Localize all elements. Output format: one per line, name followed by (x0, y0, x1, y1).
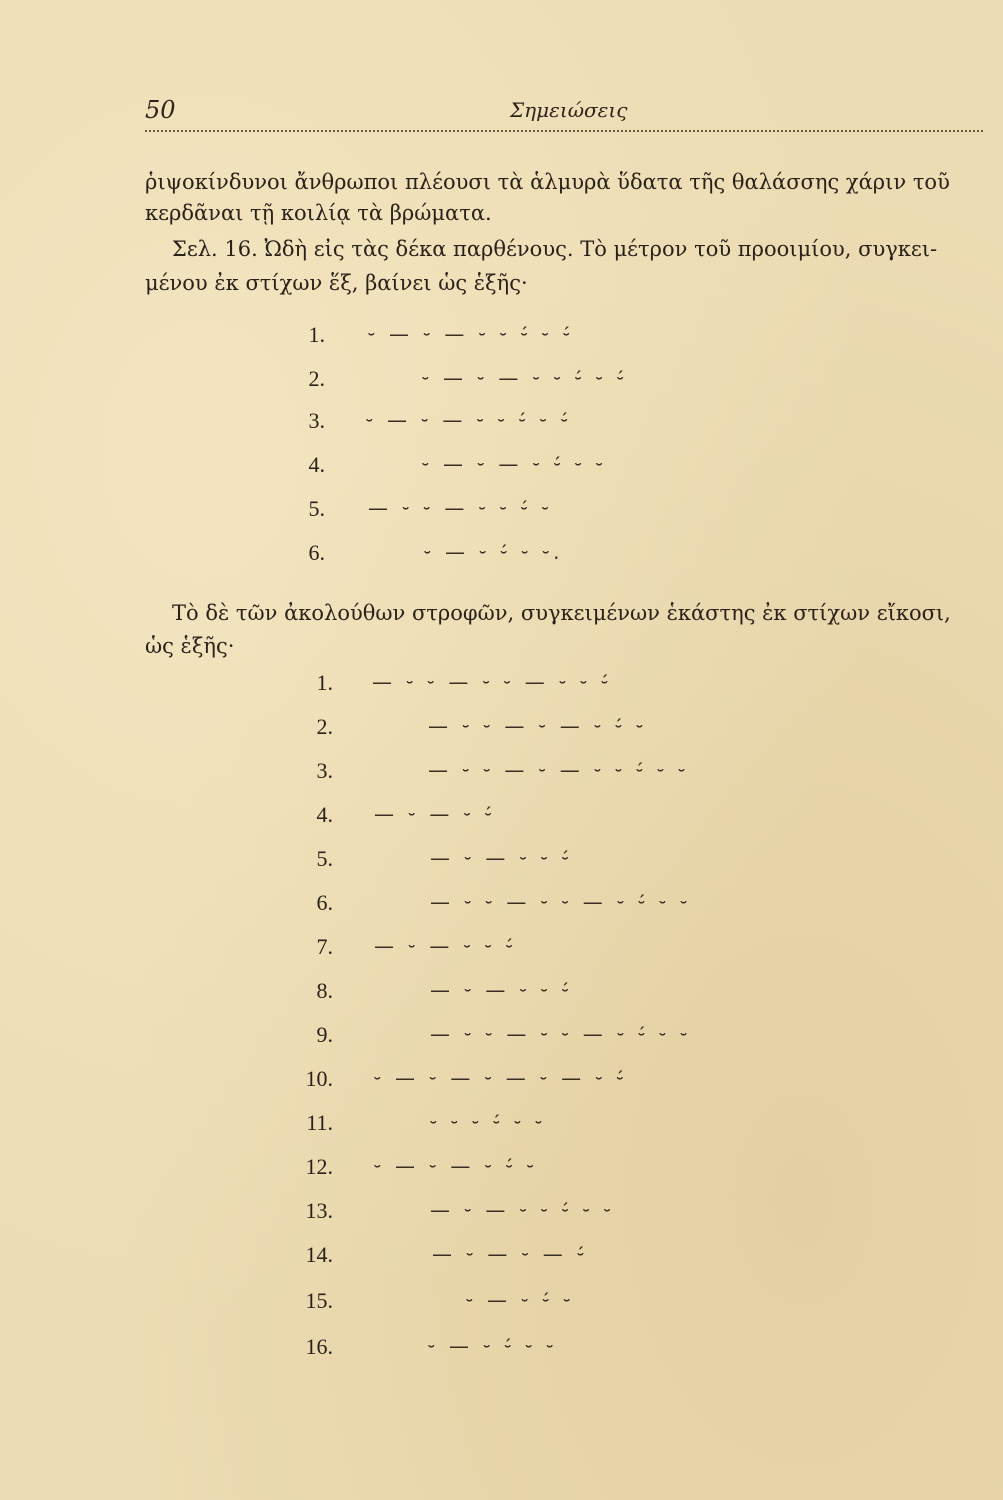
prooimion-row (0, 408, 1003, 438)
meter-scheme: ⏑ — ⏑ — ⏑ ⏑ ⏑́ ⏑ ⏑́ (366, 408, 572, 432)
prooimion-row (0, 452, 1003, 482)
line-number: 8. (316, 978, 333, 1003)
header-rule (145, 130, 983, 132)
line-number: 14. (305, 1242, 333, 1267)
meter-scheme: ⏑ — ⏑ ⏑́ ⏑ (466, 1288, 575, 1312)
meter-scheme: — ⏑ ⏑ — ⏑ ⏑ — ⏑ ⏑ ⏑́ (372, 670, 612, 694)
line-number: 3. (316, 758, 333, 783)
line-number: 3. (308, 408, 325, 433)
meter-scheme: — ⏑ — ⏑ — ⏑́ (432, 1242, 588, 1266)
meter-scheme: ⏑ ⏑ ⏑ ⏑́ ⏑ ⏑ (430, 1110, 546, 1134)
line-number: 2. (316, 714, 333, 739)
line-number: 5. (316, 846, 333, 871)
line-number: 12. (305, 1154, 333, 1179)
strophe-row (0, 670, 1003, 700)
strophe-row (0, 1288, 1003, 1318)
line-number: 13. (305, 1198, 333, 1223)
strophe-row (0, 1154, 1003, 1184)
meter-scheme: — ⏑ ⏑ — ⏑ — ⏑ ⏑́ ⏑ (428, 714, 647, 738)
line-number: 6. (308, 540, 325, 565)
prooimion-row (0, 322, 1003, 352)
meter-scheme: — ⏑ ⏑ — ⏑ ⏑ ⏑́ ⏑ (368, 496, 553, 520)
line-number: 16. (305, 1334, 333, 1359)
meter-scheme: — ⏑ — ⏑ ⏑ ⏑́ (430, 846, 573, 870)
line-number: 15. (305, 1288, 333, 1313)
meter-scheme: ⏑ — ⏑ — ⏑ ⏑ ⏑́ ⏑ ⏑́ (422, 366, 628, 390)
paragraph-1-line-2: κερδᾶναι τῇ κοιλίᾳ τὰ βρώματα. (145, 201, 492, 225)
paragraph-3-line-1: Τὸ δὲ τῶν ἀκολούθων στροφῶν, συγκειμένων ἑκάστης ἐκ στίχων εἴκοσι, (172, 601, 951, 625)
line-number: 1. (316, 670, 333, 695)
line-number: 5. (308, 496, 325, 521)
meter-scheme: — ⏑ ⏑ — ⏑ ⏑ — ⏑ ⏑́ ⏑ ⏑ (430, 1022, 691, 1046)
line-number: 9. (316, 1022, 333, 1047)
strophe-row (0, 1110, 1003, 1140)
line-number: 2. (308, 366, 325, 391)
strophe-row (0, 978, 1003, 1008)
meter-scheme: — ⏑ — ⏑ ⏑ ⏑́ (374, 934, 517, 958)
paragraph-2-line-2: μένου ἐκ στίχων ἕξ, βαίνει ὡς ἑξῆς· (145, 271, 528, 295)
strophe-row (0, 1066, 1003, 1096)
meter-scheme: ⏑ — ⏑ — ⏑ — ⏑ — ⏑ ⏑́ (374, 1066, 628, 1090)
strophe-row (0, 1022, 1003, 1052)
line-number: 6. (316, 890, 333, 915)
meter-scheme: — ⏑ ⏑ — ⏑ ⏑ — ⏑ ⏑́ ⏑ ⏑ (430, 890, 691, 914)
paragraph-2-line-1: Σελ. 16. Ὠδὴ εἰς τὰς δέκα παρθένους. Τὸ μέτρον τοῦ προοιμίου, συγκει- (172, 237, 938, 261)
paragraph-3-line-2: ὡς ἑξῆς· (145, 634, 235, 658)
meter-scheme: — ⏑ — ⏑ ⏑ ⏑́ (430, 978, 573, 1002)
meter-scheme: ⏑ — ⏑ — ⏑ ⏑ ⏑́ ⏑ ⏑́ (368, 322, 574, 346)
line-number: 11. (306, 1110, 333, 1135)
strophe-row (0, 1334, 1003, 1364)
meter-scheme: ⏑ — ⏑ ⏑́ ⏑ ⏑. (424, 540, 564, 564)
meter-scheme: ⏑ — ⏑ — ⏑ ⏑́ ⏑ (374, 1154, 538, 1178)
line-number: 7. (316, 934, 333, 959)
prooimion-row (0, 366, 1003, 396)
meter-scheme: ⏑ — ⏑ ⏑́ ⏑ ⏑ (428, 1334, 558, 1358)
strophe-row (0, 1198, 1003, 1228)
page-number: 50 (145, 96, 176, 124)
strophe-row (0, 758, 1003, 788)
meter-scheme: — ⏑ ⏑ — ⏑ — ⏑ ⏑ ⏑́ ⏑ ⏑ (428, 758, 689, 782)
line-number: 4. (308, 452, 325, 477)
paragraph-1-line-1: ῥιψοκίνδυνοι ἄνθρωποι πλέουσι τὰ ἁλμυρὰ ὕδατα τῆς θαλάσσης χάριν τοῦ (145, 170, 950, 194)
line-number: 10. (305, 1066, 333, 1091)
strophe-row (0, 802, 1003, 832)
running-title: Σημειώσεις (510, 98, 628, 122)
strophe-row (0, 890, 1003, 920)
prooimion-row (0, 496, 1003, 526)
line-number: 1. (308, 322, 325, 347)
strophe-row (0, 1242, 1003, 1272)
line-number: 4. (316, 802, 333, 827)
strophe-row (0, 714, 1003, 744)
strophe-row (0, 846, 1003, 876)
prooimion-row (0, 540, 1003, 570)
meter-scheme: ⏑ — ⏑ — ⏑ ⏑́ ⏑ ⏑ (422, 452, 607, 476)
strophe-row (0, 934, 1003, 964)
meter-scheme: — ⏑ — ⏑ ⏑ ⏑́ ⏑ ⏑ (430, 1198, 615, 1222)
meter-scheme: — ⏑ — ⏑ ⏑́ (374, 802, 496, 826)
